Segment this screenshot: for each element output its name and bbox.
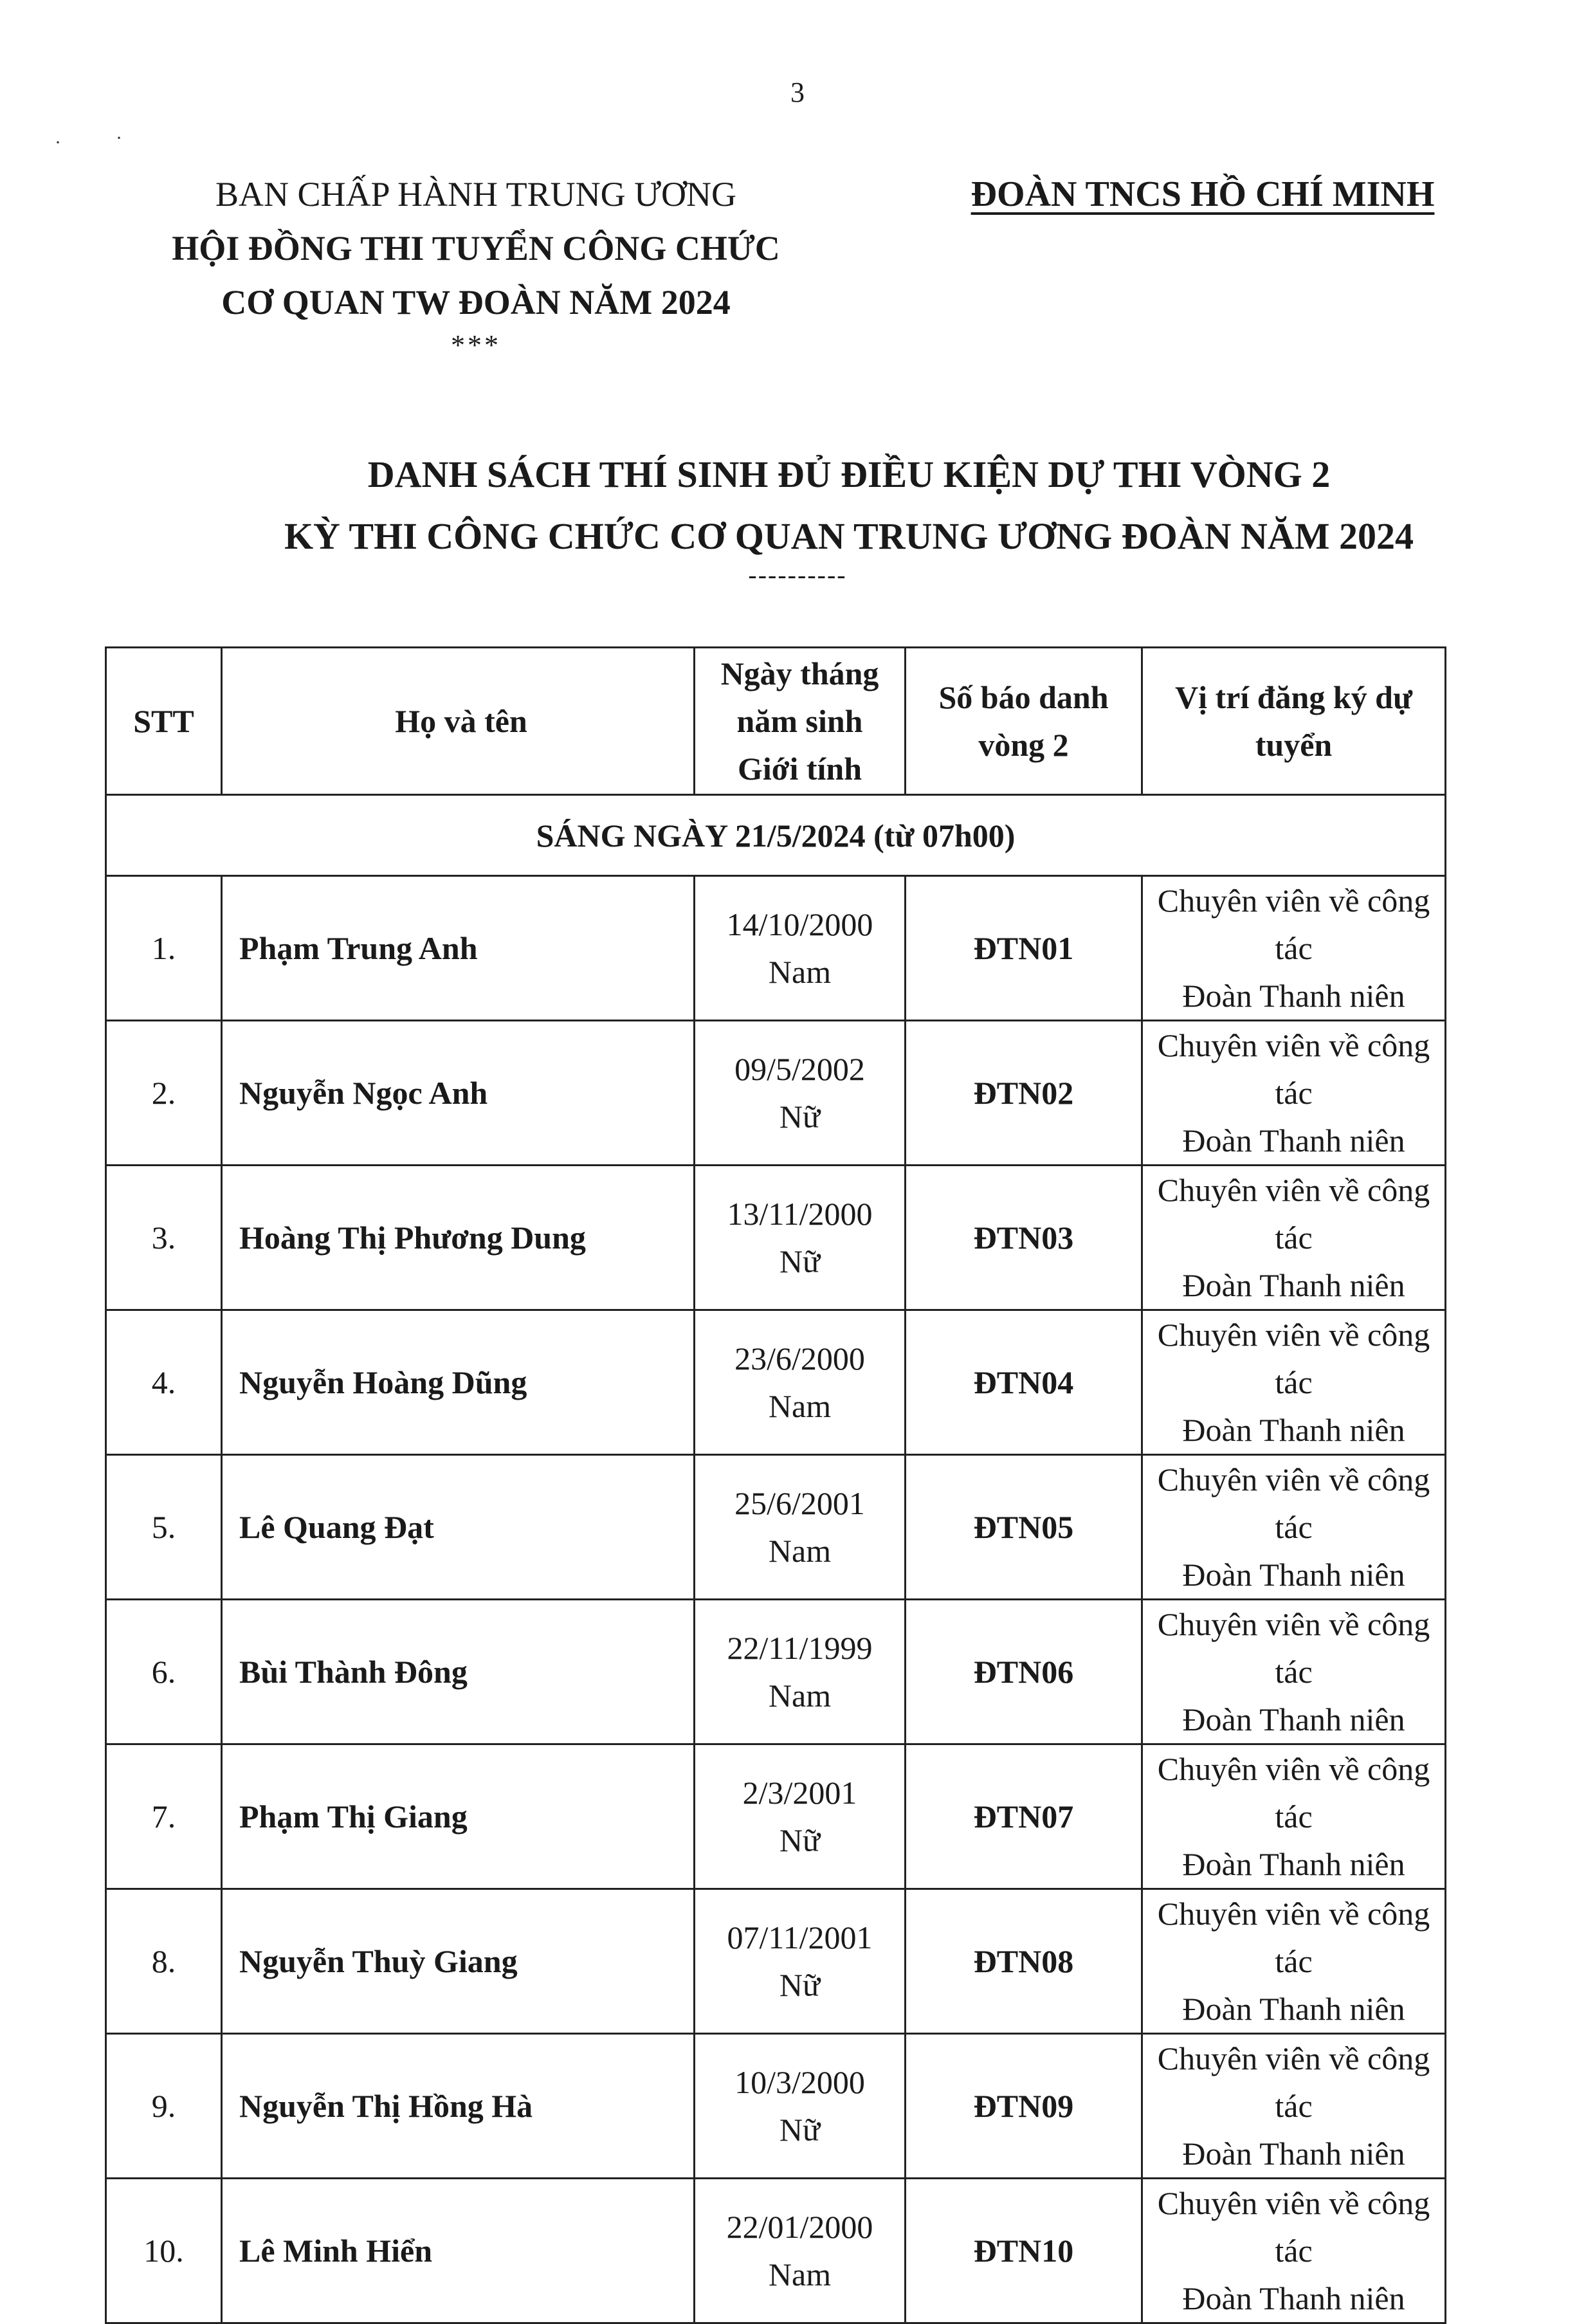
row-dob: 25/6/2001 (734, 1485, 865, 1521)
row-position-line1: Chuyên viên về công tác (1157, 2185, 1430, 2269)
document-title-line1: DANH SÁCH THÍ SINH ĐỦ ĐIỀU KIỆN DỰ THI VÒNG 2 (367, 453, 1331, 495)
row-stt: 10. (106, 2179, 222, 2323)
table-row (106, 1889, 1446, 2034)
row-stt: 6. (106, 1600, 222, 1744)
row-stt: 4. (106, 1310, 222, 1455)
row-position-line1: Chuyên viên về công tác (1157, 1461, 1430, 1545)
table-header-row (106, 648, 1446, 795)
row-dob: 22/01/2000 (726, 2209, 873, 2245)
row-sbd: ĐTN05 (906, 1455, 1142, 1600)
row-dob-gender (695, 1744, 906, 1889)
row-sbd: ĐTN09 (906, 2034, 1142, 2179)
row-dob-gender (695, 2179, 906, 2323)
row-position-line2: Đoàn Thanh niên (1182, 978, 1405, 1014)
row-position-line2: Đoàn Thanh niên (1182, 1846, 1405, 1882)
row-gender: Nữ (779, 1099, 821, 1135)
header-sbd-line1: Số báo danh (938, 679, 1109, 715)
row-dob-gender (695, 1455, 906, 1600)
row-name: Hoàng Thị Phương Dung (222, 1166, 695, 1310)
row-dob: 14/10/2000 (726, 906, 873, 942)
row-position-line1: Chuyên viên về công tác (1157, 1896, 1430, 1979)
issuing-body-block (116, 167, 836, 361)
row-gender: Nữ (779, 1822, 821, 1858)
session-label: SÁNG NGÀY 21/5/2024 (từ 07h00) (106, 795, 1446, 876)
row-position (1142, 876, 1446, 1021)
row-sbd: ĐTN10 (906, 2179, 1142, 2323)
row-position (1142, 2034, 1446, 2179)
title-separator: ---------- (748, 560, 847, 589)
row-stt: 8. (106, 1889, 222, 2034)
row-position (1142, 2179, 1446, 2323)
header-dob-line3: Giới tính (737, 751, 862, 787)
header-sbd (906, 648, 1142, 795)
table-row (106, 2179, 1446, 2323)
row-position (1142, 1310, 1446, 1455)
row-position (1142, 1744, 1446, 1889)
row-name: Phạm Trung Anh (222, 876, 695, 1021)
row-gender: Nam (768, 1678, 832, 1714)
table-row (106, 1455, 1446, 1600)
header-stt: STT (106, 648, 222, 795)
row-name: Nguyễn Ngọc Anh (222, 1021, 695, 1166)
issuing-body-name: HỘI ĐỒNG THI TUYỂN CÔNG CHỨC (172, 229, 780, 268)
row-position (1142, 1166, 1446, 1310)
row-stt: 7. (106, 1744, 222, 1889)
row-dob: 07/11/2001 (727, 1919, 873, 1955)
header-position: Vị trí đăng ký dự tuyển (1142, 648, 1446, 795)
header-dob-gender (695, 648, 906, 795)
session-row (106, 795, 1446, 876)
candidate-table (105, 646, 1446, 2324)
row-gender: Nam (768, 954, 832, 990)
row-name: Lê Quang Đạt (222, 1455, 695, 1600)
row-position-line2: Đoàn Thanh niên (1182, 1701, 1405, 1737)
row-name: Nguyễn Thuỳ Giang (222, 1889, 695, 2034)
row-sbd: ĐTN01 (906, 876, 1142, 1021)
row-dob: 09/5/2002 (734, 1051, 865, 1087)
row-stt: 1. (106, 876, 222, 1021)
scan-speck: · (55, 132, 61, 153)
row-dob-gender (695, 1310, 906, 1455)
row-sbd: ĐTN07 (906, 1744, 1142, 1889)
row-position-line1: Chuyên viên về công tác (1157, 1027, 1430, 1111)
row-name: Lê Minh Hiển (222, 2179, 695, 2323)
row-name: Bùi Thành Đông (222, 1600, 695, 1744)
row-name: Phạm Thị Giang (222, 1744, 695, 1889)
row-dob-gender (695, 876, 906, 1021)
row-position-line2: Đoàn Thanh niên (1182, 1557, 1405, 1593)
row-position (1142, 1600, 1446, 1744)
header-sbd-line2: vòng 2 (978, 727, 1069, 763)
table-row (106, 1744, 1446, 1889)
row-dob-gender (695, 2034, 906, 2179)
document-title-line2: KỲ THI CÔNG CHỨC CƠ QUAN TRUNG ƯƠNG ĐOÀN NĂM 2024 (284, 515, 1414, 557)
row-position (1142, 1889, 1446, 2034)
row-sbd: ĐTN08 (906, 1889, 1142, 2034)
row-gender: Nam (768, 2256, 832, 2292)
row-dob: 2/3/2001 (742, 1775, 857, 1811)
row-position (1142, 1021, 1446, 1166)
row-position-line2: Đoàn Thanh niên (1182, 1267, 1405, 1303)
row-sbd: ĐTN03 (906, 1166, 1142, 1310)
row-dob-gender (695, 1021, 906, 1166)
table-row (106, 876, 1446, 1021)
scan-speck: · (116, 127, 122, 149)
row-dob: 22/11/1999 (727, 1630, 873, 1666)
header-name: Họ và tên (222, 648, 695, 795)
row-gender: Nam (768, 1533, 832, 1569)
row-gender: Nữ (779, 1967, 821, 2003)
issuing-body-parent: BAN CHẤP HÀNH TRUNG ƯƠNG (215, 175, 736, 214)
row-position (1142, 1455, 1446, 1600)
row-position-line2: Đoàn Thanh niên (1182, 2136, 1405, 2172)
table-row (106, 1600, 1446, 1744)
row-position-line1: Chuyên viên về công tác (1157, 1606, 1430, 1690)
table-row (106, 1021, 1446, 1166)
row-sbd: ĐTN02 (906, 1021, 1142, 1166)
table-row (106, 2034, 1446, 2179)
row-position-line1: Chuyên viên về công tác (1157, 1317, 1430, 1400)
row-name: Nguyễn Hoàng Dũng (222, 1310, 695, 1455)
table-row (106, 1310, 1446, 1455)
row-position-line2: Đoàn Thanh niên (1182, 2280, 1405, 2316)
row-position-line1: Chuyên viên về công tác (1157, 1172, 1430, 1256)
row-stt: 2. (106, 1021, 222, 1166)
row-position-line1: Chuyên viên về công tác (1157, 2040, 1430, 2124)
header-dob-line2: năm sinh (736, 703, 863, 739)
row-gender: Nữ (779, 2112, 821, 2148)
row-dob-gender (695, 1166, 906, 1310)
row-stt: 5. (106, 1455, 222, 1600)
header-dob-line1: Ngày tháng (720, 655, 879, 691)
row-position-line1: Chuyên viên về công tác (1157, 883, 1430, 966)
row-dob-gender (695, 1889, 906, 2034)
issuing-body-name-cont: CƠ QUAN TW ĐOÀN NĂM 2024 (221, 283, 731, 322)
header-stars: *** (451, 329, 501, 361)
row-position-line2: Đoàn Thanh niên (1182, 1122, 1405, 1158)
row-sbd: ĐTN06 (906, 1600, 1142, 1744)
row-position-line2: Đoàn Thanh niên (1182, 1991, 1405, 2027)
document-title (109, 444, 1589, 567)
row-dob: 10/3/2000 (734, 2064, 865, 2100)
row-dob-gender (695, 1600, 906, 1744)
row-gender: Nữ (779, 1243, 821, 1279)
row-position-line2: Đoàn Thanh niên (1182, 1412, 1405, 1448)
row-dob: 13/11/2000 (727, 1196, 873, 1232)
row-stt: 3. (106, 1166, 222, 1310)
table-row (106, 1166, 1446, 1310)
organization-name: ĐOÀN TNCS HỒ CHÍ MINH (971, 174, 1435, 214)
row-position-line1: Chuyên viên về công tác (1157, 1751, 1430, 1834)
row-name: Nguyễn Thị Hồng Hà (222, 2034, 695, 2179)
row-dob: 23/6/2000 (734, 1340, 865, 1377)
row-gender: Nam (768, 1388, 832, 1424)
page-number: 3 (790, 77, 805, 108)
row-stt: 9. (106, 2034, 222, 2179)
row-sbd: ĐTN04 (906, 1310, 1142, 1455)
